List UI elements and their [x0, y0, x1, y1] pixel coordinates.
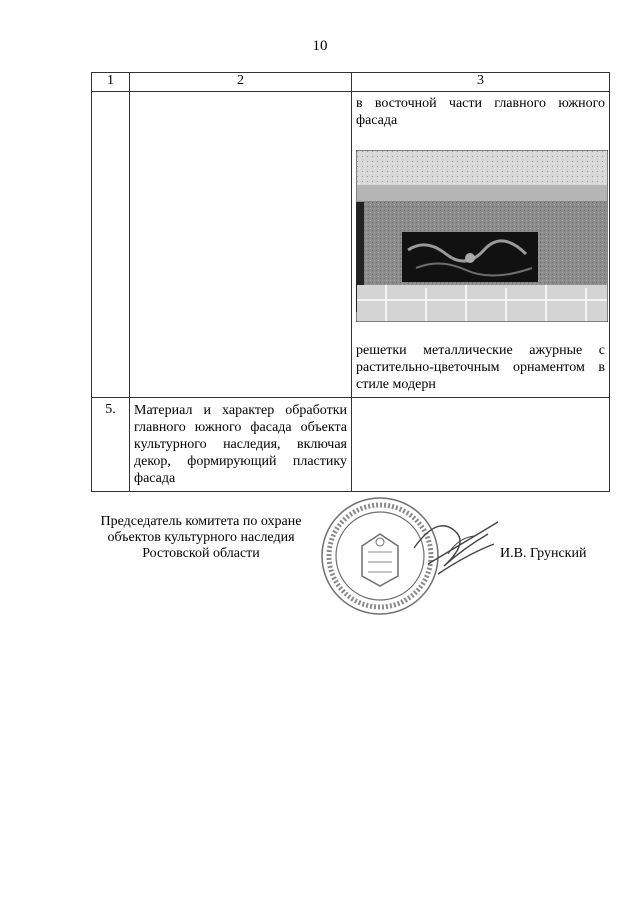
row-description-cell: Материал и характер обработки главного южного фасада объекта культурного наследия, включая декор, формирующий пластику фасада: [130, 398, 352, 492]
official-seal-icon: [318, 494, 508, 620]
row-number-cell: 5.: [92, 398, 130, 492]
chairman-title: Председатель комитета по охране объектов культурного наследия Ростовской области: [100, 514, 302, 561]
chairman-name: И.В. Грунский: [500, 546, 587, 561]
objects-table: [91, 72, 610, 492]
table-row: [92, 398, 610, 492]
row-number-cell: [92, 92, 130, 398]
table-row: [92, 92, 610, 398]
grille-description-text: решетки металлические ажурные с растительно-цветочным орнаментом в стиле модерн: [356, 343, 605, 392]
header-col-3: 3: [352, 73, 610, 92]
facade-photo: [356, 150, 605, 322]
header-col-1: 1: [92, 73, 130, 92]
row-detail-cell: [352, 398, 610, 492]
facade-location-text: в восточной части главного южного фасада: [356, 96, 605, 128]
page-number: 10: [312, 38, 328, 54]
header-col-2: 2: [130, 73, 352, 92]
row-description-cell: [130, 92, 352, 398]
table-header-row: [92, 73, 610, 92]
row-detail-cell: [352, 92, 610, 398]
facade-photo-icon: [356, 150, 608, 322]
